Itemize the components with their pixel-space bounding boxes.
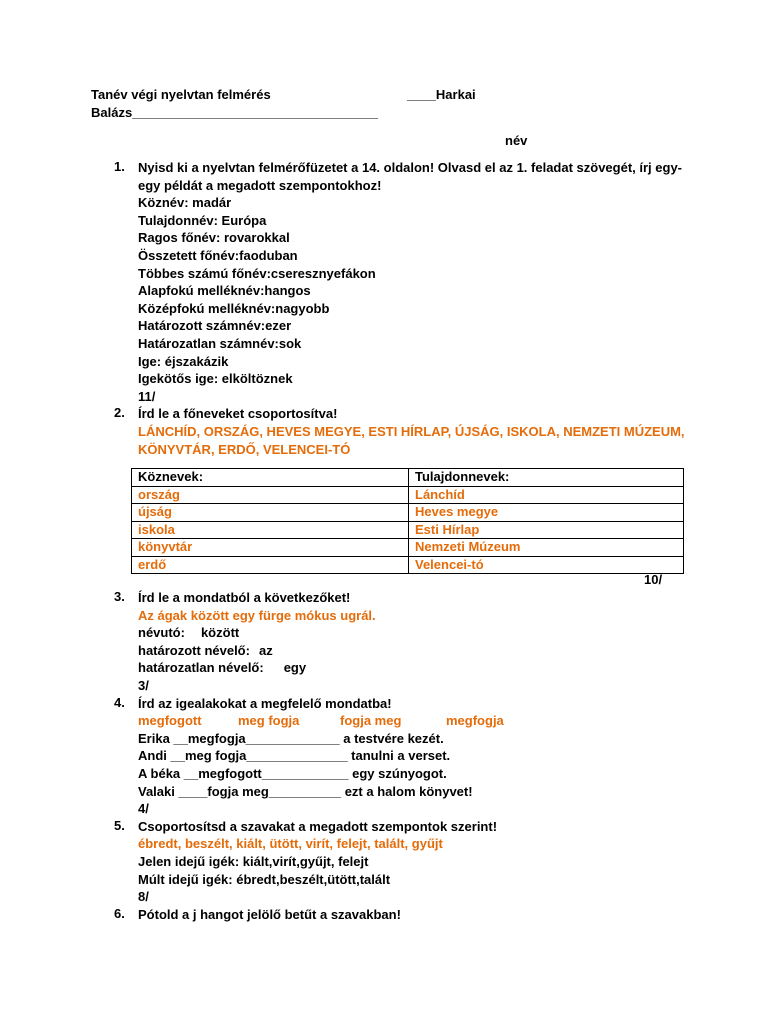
q4-score: 4/ [138, 801, 149, 817]
q6-text: Pótold a j hangot jelölő betűt a szavakban! [138, 906, 401, 922]
q2-score: 10/ [644, 572, 663, 587]
q3-answer-postposition [138, 624, 239, 642]
q3-number: 3. [114, 589, 125, 604]
table-cell: erdő [132, 556, 409, 574]
q3-score: 3/ [138, 678, 149, 693]
q2-number: 2. [114, 405, 125, 421]
q1-answer: Tulajdonnév: Európa [138, 212, 267, 228]
q1-answer: Köznév: madár [138, 195, 232, 211]
q5-present-tense-answer: Jelen idejű igék: kiált,virít,gyűjt, felejt [138, 854, 369, 869]
q2-words-line1: LÁNCHÍD, ORSZÁG, HEVES MEGYE, ESTI HÍRLAP, ÚJSÁG, ISKOLA, NEMZETI MÚZEUM, [138, 424, 685, 439]
q3-sentence: Az ágak között egy fürge mókus ugrál. [138, 607, 376, 623]
q5-score: 8/ [138, 889, 149, 905]
q3-answer-definite-article [138, 642, 273, 660]
q4-sentence: Andi __meg fogja______________ tanulni a verset. [138, 748, 451, 764]
q1-text-line1: Nyisd ki a nyelvtan felmérőfüzetet a 14. oldalon! Olvasd el az 1. feladat szövegét, írj egy- [138, 160, 683, 175]
name-field-continued: Balázs__________________________________ [91, 105, 379, 120]
q5-number: 5. [114, 817, 125, 833]
test-title: Tanév végi nyelvtan felmérés [91, 87, 271, 102]
table-cell: Lánchíd [409, 486, 684, 504]
q4-option: fogja meg [340, 713, 402, 729]
table-cell: újság [132, 504, 409, 522]
table-cell: iskola [132, 521, 409, 539]
table-row [132, 556, 684, 574]
q1-answer: Határozott számnév:ezer [138, 318, 292, 334]
q3-answer-value: egy [283, 660, 307, 676]
table-cell: ország [132, 486, 409, 504]
table-cell: könyvtár [132, 539, 409, 557]
q3-answer-label: névutó: [138, 625, 185, 641]
q6-number: 6. [114, 905, 125, 921]
table-row [132, 504, 684, 522]
q5-words: ébredt, beszélt, kiált, ütött, virít, felejt, talált, gyűjt [138, 836, 443, 852]
name-field: ____Harkai [407, 87, 476, 102]
q3-answer-indefinite-article [138, 659, 306, 677]
q2-text: Írd le a főneveket csoportosítva! [138, 406, 338, 422]
table-header-common-nouns: Köznevek: [132, 469, 409, 487]
q1-answer: Alapfokú melléknév:hangos [138, 283, 311, 299]
q5-past-tense-answer: Múlt idejű igék: ébredt,beszélt,ütött,talált [138, 871, 391, 887]
q1-answer: Határozatlan számnév:sok [138, 336, 302, 351]
q4-option: megfogott [138, 713, 202, 729]
q4-sentence: A béka __megfogott____________ egy szúnyogot. [138, 766, 447, 781]
q3-answer-label: határozatlan névelő: [138, 660, 264, 676]
table-cell: Esti Hírlap [409, 521, 684, 539]
q3-answer-value: az [258, 642, 273, 658]
table-row [132, 486, 684, 504]
q1-answer: Ige: éjszakázik [138, 353, 229, 369]
q5-text: Csoportosítsd a szavakat a megadott szempontok szerint! [138, 818, 498, 834]
table-row [132, 539, 684, 557]
noun-table [131, 468, 684, 574]
table-cell: Nemzeti Múzeum [409, 539, 684, 557]
q1-text-line2: egy példát a megadott szempontokhoz! [138, 177, 382, 193]
q1-answer: Igekötős ige: elköltöznek [138, 371, 293, 387]
q1-score: 11/ [138, 388, 156, 404]
table-header-proper-nouns: Tulajdonnevek: [409, 469, 684, 487]
q4-sentence: Valaki ____fogja meg__________ ezt a halom könyvet! [138, 783, 473, 799]
q1-number: 1. [114, 159, 125, 174]
table-header-row [132, 469, 684, 487]
q4-number: 4. [114, 694, 125, 710]
q4-option: megfogja [446, 713, 504, 729]
q4-text: Írd az igealakokat a megfelelő mondatba! [138, 695, 392, 711]
name-label: név [505, 133, 528, 148]
table-cell: Velencei-tó [409, 556, 684, 574]
q3-answer-label: határozott névelő: [138, 642, 250, 658]
q1-answer: Többes számú főnév:cseresznyefákon [138, 265, 376, 281]
q2-words-line2: KÖNYVTÁR, ERDŐ, VELENCEI-TÓ [138, 441, 351, 457]
q1-answer: Összetett főnév:faoduban [138, 248, 298, 263]
table-row [132, 521, 684, 539]
q4-sentence: Erika __megfogja_____________ a testvére kezét. [138, 730, 444, 746]
table-cell: Heves megye [409, 504, 684, 522]
q3-answer-value: között [200, 625, 240, 641]
q1-answer: Középfokú melléknév:nagyobb [138, 300, 330, 316]
q1-answer: Ragos főnév: rovarokkal [138, 230, 290, 246]
q3-text: Írd le a mondatból a következőket! [138, 590, 351, 605]
q4-option: meg fogja [238, 713, 300, 729]
